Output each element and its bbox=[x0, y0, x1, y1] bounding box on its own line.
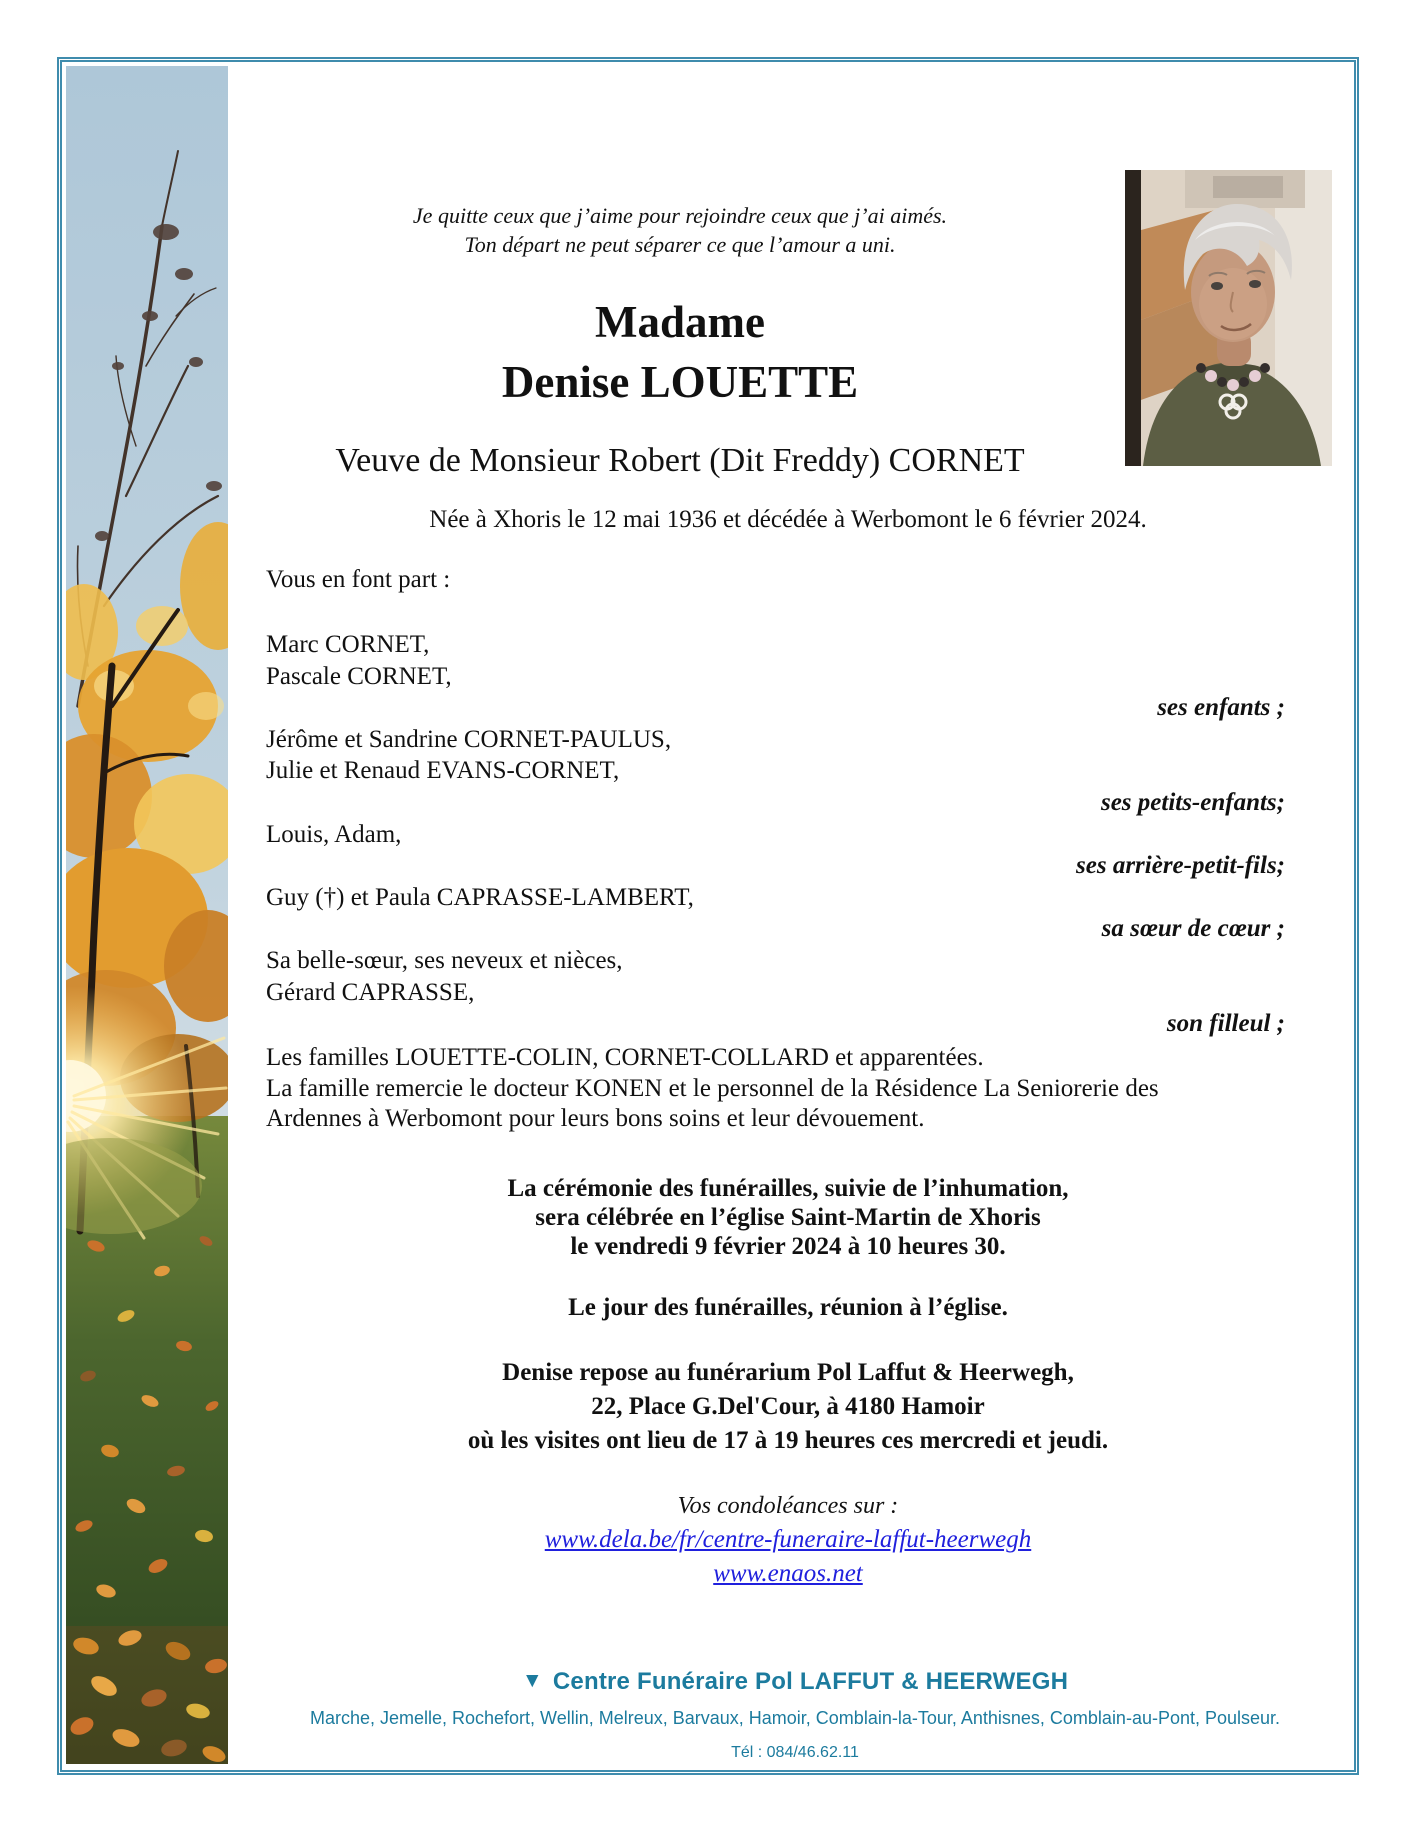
family-member: Pascale CORNET, bbox=[266, 662, 452, 690]
memorial-quote bbox=[230, 201, 1130, 259]
relation-label: ses enfants ; bbox=[1157, 694, 1285, 722]
families-line-1: Les familles LOUETTE-COLIN, CORNET-COLLARD et apparentées. bbox=[266, 1044, 984, 1071]
family-member: Marc CORNET, bbox=[266, 631, 430, 658]
family-member: Louis, Adam, bbox=[266, 820, 402, 848]
condolences-block bbox=[230, 1489, 1346, 1591]
autumn-trees-illustration bbox=[66, 66, 228, 1764]
family-member: Jérôme et Sandrine CORNET-PAULUS, bbox=[266, 725, 672, 753]
funeral-home-logo-icon: ▼ bbox=[521, 1669, 543, 1692]
quote-line-1: Je quitte ceux que j’aime pour rejoindre ceux que j’ai aimés. bbox=[412, 203, 948, 228]
repose-line-3: où les visites ont lieu de 17 à 19 heures ces mercredi et jeudi. bbox=[467, 1427, 1109, 1454]
funeral-home-locations: Marche, Jemelle, Rochefort, Wellin, Melreux, Barvaux, Hamoir, Comblain-la-Tour, Anthisnes, Comblain-au-Pont, Poulseur. bbox=[309, 1708, 1281, 1728]
funeral-home-name bbox=[230, 1667, 1360, 1698]
condolences-link-dela[interactable]: www.dela.be/fr/centre-funeraire-laffut-heerwegh bbox=[544, 1526, 1032, 1553]
repose-line-1: Denise repose au funérarium Pol Laffut & Heerwegh, bbox=[502, 1359, 1074, 1386]
portrait-photo bbox=[1125, 170, 1332, 466]
autumn-trees-photo bbox=[66, 66, 228, 1764]
family-member: Julie et Renaud EVANS-CORNET, bbox=[266, 757, 620, 785]
reunion-line: Le jour des funérailles, réunion à l’église. bbox=[568, 1294, 1008, 1321]
birth-death-line: Née à Xhoris le 12 mai 1936 et décédée à Werbomont le 6 février 2024. bbox=[429, 506, 1147, 533]
condolences-link-enaos[interactable]: www.enaos.net bbox=[713, 1560, 863, 1587]
ceremony-details bbox=[230, 1174, 1346, 1261]
funeral-home-phone: Tél : 084/46.62.11 bbox=[731, 1744, 859, 1761]
deceased-name-block bbox=[230, 292, 1130, 412]
portrait-illustration bbox=[1125, 170, 1332, 466]
deceased-title: Madame bbox=[595, 297, 765, 347]
ceremony-line-3: le vendredi 9 février 2024 à 10 heures 30. bbox=[570, 1233, 1006, 1260]
relation-label: sa sœur de cœur ; bbox=[1101, 915, 1285, 943]
repose-line-2: 22, Place G.Del'Cour, à 4180 Hamoir bbox=[591, 1393, 985, 1420]
families-line-2: La famille remercie le docteur KONEN et le personnel de la Résidence La Seniorerie des bbox=[266, 1074, 1159, 1102]
family-list bbox=[230, 629, 1360, 1040]
family-member: Gérard CAPRASSE, bbox=[266, 978, 475, 1006]
condolences-label: Vos condoléances sur : bbox=[677, 1493, 899, 1519]
repose-details bbox=[230, 1356, 1346, 1458]
ceremony-line-1: La cérémonie des funérailles, suivie de l’inhumation, bbox=[507, 1175, 1069, 1202]
relation-label: ses petits-enfants; bbox=[1100, 788, 1285, 816]
deceased-name: Denise LOUETTE bbox=[501, 357, 859, 407]
widow-line: Veuve de Monsieur Robert (Dit Freddy) CORNET bbox=[335, 442, 1025, 479]
funeral-home-label: Centre Funéraire Pol LAFFUT & HEERWEGH bbox=[552, 1668, 1069, 1695]
quote-line-2: Ton départ ne peut séparer ce que l’amour a uni. bbox=[464, 232, 896, 257]
announcement-intro: Vous en font part : bbox=[266, 566, 451, 593]
relation-label: son filleul ; bbox=[1166, 1010, 1285, 1038]
family-member: Sa belle-sœur, ses neveux et nièces, bbox=[266, 946, 623, 974]
family-member: Guy (†) et Paula CAPRASSE-LAMBERT, bbox=[266, 883, 694, 911]
families-line-3: Ardennes à Werbomont pour leurs bons soins et leur dévouement. bbox=[266, 1105, 925, 1132]
families-paragraph bbox=[230, 1043, 1360, 1135]
ceremony-line-2: sera célébrée en l’église Saint-Martin de Xhoris bbox=[535, 1204, 1041, 1231]
relation-label: ses arrière-petit-fils; bbox=[1076, 852, 1285, 880]
